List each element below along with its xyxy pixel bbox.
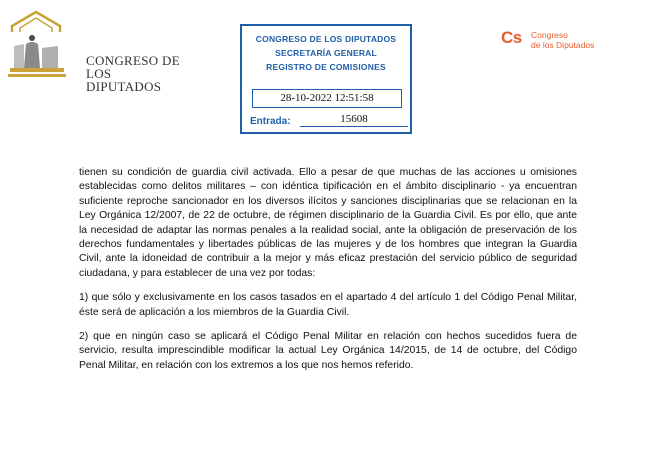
congreso-logo-text (86, 54, 186, 93)
party-logo (501, 28, 621, 58)
congreso-logo-line2: LOS DIPUTADOS (86, 66, 162, 94)
party-logo-line2: de los Diputados (531, 39, 595, 50)
party-logo-line1: Congreso (531, 30, 568, 40)
party-logo-mark: Cs (501, 28, 522, 47)
stamp-line-3: REGISTRO DE COMISIONES (266, 62, 386, 72)
entrada-number: 15608 (300, 112, 408, 127)
party-logo-text (531, 31, 594, 50)
stamp-datetime: 28-10-2022 12:51:58 (252, 89, 402, 108)
body-paragraph-3: 2) que en ningún caso se aplicará el Código Penal Militar en relación con hechos sucedidos fuera de servicio, resulta imprescindible modificar la actual Ley Orgánica 14/2015, de 14 de octubre, del Código Penal Militar, en relación con los extremos a los que nos hemos referido. (79, 331, 577, 371)
registration-stamp (240, 24, 412, 134)
body-paragraph-1: tienen su condición de guardia civil activada. Ello a pesar de que muchas de las acciones u omisiones establecidas como delitos militares – con idéntica tipificación en el ámbito disciplinario - ya encuentran suficiente reproche sancionador en los diversos ilícitos y sanciones disciplinarias que se relacionan en la Ley Orgánica 12/2007, de 22 de octubre, de régimen disciplinario de la Guardia Civil. Es por ello, que ante la necesidad de adaptar las normas penales a la realidad social, ante la obligación de preservación de los derechos fundamentales y libertades públicas de las mujeres y de los hombres que integran la Guardia Civil, ante la idoneidad de contribuir a la mejor y más eficaz prestación del servicio público de seguridad ciudadana, y para establecer de una vez por todas: (79, 167, 577, 279)
congreso-logo-line1: CONGRESO DE (86, 53, 180, 68)
document-body (79, 166, 577, 383)
body-paragraph-2: 1) que sólo y exclusivamente en los casos tasados en el apartado 4 del artículo 1 del Código Penal Militar, éste será de aplicación a los miembros de la Guardia Civil. (79, 292, 577, 318)
congreso-emblem-icon (6, 8, 86, 80)
stamp-line-1: CONGRESO DE LOS DIPUTADOS (255, 34, 397, 44)
entrada-label: Entrada: (250, 116, 291, 127)
congreso-logo (6, 8, 186, 94)
stamp-line-2: SECRETARÍA GENERAL (275, 48, 377, 58)
